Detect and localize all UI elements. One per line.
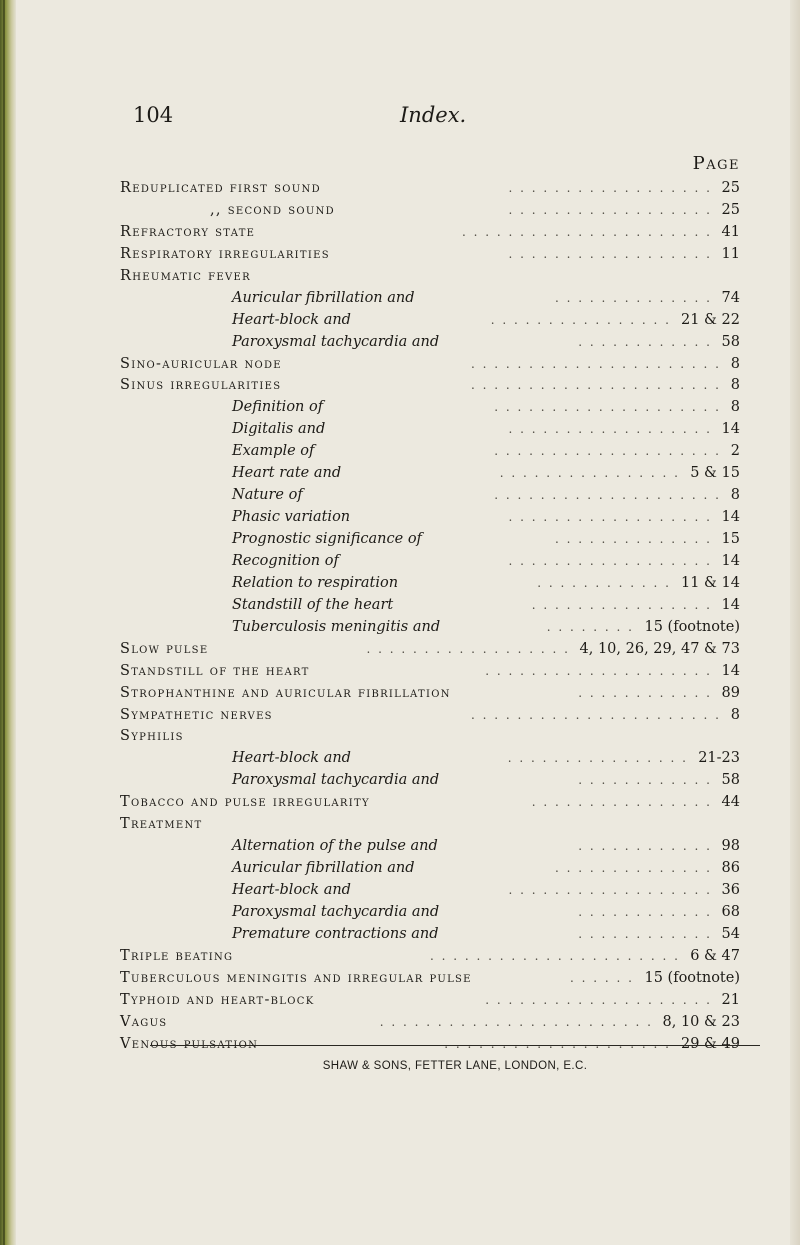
entry-label: Syphilis (120, 728, 184, 745)
dot-leader: . . . . . . . . . . . . . . . . . . . . . . . . (379, 1014, 653, 1029)
index-entry (60, 288, 760, 310)
entry-page-reference: 25 (721, 180, 740, 196)
index-entry (60, 792, 760, 814)
sub-entry-label: Heart-block and (232, 750, 351, 767)
entry-label: Triple beating (120, 947, 234, 964)
entry-page-reference: 25 (721, 201, 740, 218)
index-entry (60, 332, 760, 354)
index-entry (60, 200, 760, 222)
dot-leader: . . . . . . . . . . . . . . . . . . . . (494, 400, 721, 415)
sub-entry-label: Prognostic significance of (232, 531, 422, 547)
dot-leader: . . . . . . . . . . . . . . . . (531, 795, 712, 810)
index-entry (60, 419, 760, 441)
dot-leader: . . . . . . . . . . . . . . . . . . . . . . (461, 224, 712, 239)
sub-entry-label: Auricular fibrillation and (232, 860, 415, 877)
index-entry (60, 178, 760, 200)
dot-leader: . . . . . . . . . . . . . . . . . . . . (485, 663, 712, 678)
entry-page-reference: 14 (721, 421, 740, 438)
entry-label: Venous pulsation (120, 1035, 259, 1052)
entry-page-reference: 89 (721, 684, 740, 701)
index-entry (60, 705, 760, 727)
index-entry (60, 244, 760, 266)
entry-page-reference: 14 (721, 552, 740, 569)
entry-page-reference: 98 (721, 838, 740, 855)
index-entry (60, 397, 760, 419)
entry-page-reference: 2 (730, 443, 740, 460)
entry-label: Refractory state (120, 223, 256, 240)
entry-page-reference: 8, 10 & 23 (662, 1013, 740, 1030)
entry-page-reference: 14 (721, 509, 740, 526)
dot-leader: . . . . . . . . . . . . . . . . . . (508, 883, 712, 897)
index-entry (60, 463, 760, 485)
entry-label: Sino-auricular node (120, 355, 282, 372)
entry-page-reference: 58 (721, 772, 740, 789)
entry-page-reference: 58 (721, 333, 740, 350)
entry-label: Respiratory irregularities (120, 245, 330, 262)
page-number: 104 (133, 103, 174, 127)
sub-entry-label: Relation to respiration (232, 574, 399, 591)
dot-leader: . . . . . . . . . . . . . . (555, 861, 712, 876)
entry-page-reference: 8 (730, 377, 740, 394)
dot-leader: . . . . . . (570, 970, 634, 985)
index-entry (60, 1012, 760, 1034)
index-entry (60, 441, 760, 463)
entry-page-reference: 68 (721, 903, 740, 920)
entry-page-reference: 4, 10, 26, 29, 47 & 73 (579, 640, 740, 657)
entry-page-reference: 15 (footnote) (644, 618, 740, 635)
dot-leader: . . . . . . . . . . . . . . . . . . . . (485, 992, 712, 1007)
dot-leader: . . . . . . . . . . . . . . . . . . . . . . (470, 378, 721, 393)
index-entry (60, 266, 760, 288)
index-page (60, 0, 760, 1245)
sub-entry-label: Paroxysmal tachycardia and (232, 903, 440, 920)
entry-page-reference: 8 (730, 399, 740, 416)
running-title: Index. (400, 103, 467, 127)
sub-entry-label: Heart-block and (232, 882, 351, 898)
index-entry (60, 924, 760, 946)
index-entry (60, 617, 760, 639)
index-entry (60, 310, 760, 332)
entry-label: Rheumatic fever (120, 267, 251, 284)
entry-page-reference: 15 (721, 531, 740, 547)
entry-page-reference: 15 (footnote) (644, 969, 740, 986)
dot-leader: . . . . . . . . . . . . . . . . (531, 597, 712, 612)
page-header (60, 103, 760, 133)
entry-page-reference: 86 (721, 860, 740, 877)
dot-leader: . . . . . . . . . . . . . . (555, 290, 712, 305)
dot-leader: . . . . . . . . . . . . . . (555, 532, 712, 546)
index-entry (60, 968, 760, 990)
entry-page-reference: 11 (721, 245, 740, 262)
index-entry (60, 946, 760, 968)
entry-page-reference: 8 (730, 487, 740, 504)
dot-leader: . . . . . . . . . . . . (537, 575, 671, 590)
dot-leader: . . . . . . . . . . . . . . . . . . (508, 246, 712, 261)
index-entry (60, 354, 760, 376)
entry-page-reference: 11 & 14 (680, 574, 740, 591)
entry-label: Reduplicated first sound (120, 180, 321, 196)
dot-leader: . . . . . . . . . . . . . . . . . . . . . . (429, 948, 680, 963)
entry-page-reference: 5 & 15 (690, 465, 740, 482)
page-right-edge (790, 0, 800, 1245)
entry-label: Treatment (120, 816, 203, 833)
index-entry (60, 595, 760, 617)
dot-leader: . . . . . . . . (546, 619, 634, 634)
dot-leader: . . . . . . . . . . . . (578, 926, 712, 941)
index-entry (60, 902, 760, 924)
dot-leader: . . . . . . . . . . . . . . . . . . . . (494, 488, 721, 503)
entry-page-reference: 8 (730, 706, 740, 723)
index-entry (60, 990, 760, 1012)
index-entry (60, 814, 760, 836)
dot-leader: . . . . . . . . . . . . . . . . (499, 466, 680, 481)
entry-label: Tobacco and pulse irregularity (120, 794, 370, 811)
sub-entry-label: Phasic variation (232, 509, 351, 526)
entry-page-reference: 6 & 47 (690, 947, 740, 964)
index-entry (60, 683, 760, 705)
index-entry (60, 529, 760, 551)
entry-page-reference: 21-23 (698, 750, 740, 767)
dot-leader: . . . . . . . . . . . . . . . . . . (508, 510, 712, 525)
entry-label: Standstill of the heart (120, 662, 310, 679)
entry-label: ,, second sound (210, 201, 335, 218)
entry-page-reference: 29 & 49 (680, 1035, 740, 1052)
dot-leader: . . . . . . . . . . . . . . . . . . . . (444, 1036, 671, 1051)
sub-entry-label: Recognition of (232, 552, 339, 569)
sub-entry-label: Alternation of the pulse and (232, 838, 438, 855)
sub-entry-label: Example of (232, 443, 315, 460)
sub-entry-label: Digitalis and (232, 421, 326, 438)
entry-label: Vagus (120, 1013, 168, 1030)
entry-page-reference: 74 (721, 289, 740, 306)
dot-leader: . . . . . . . . . . . . . . . . . . (508, 181, 712, 195)
dot-leader: . . . . . . . . . . . . (578, 839, 712, 854)
entry-label: Sympathetic nerves (120, 706, 273, 723)
footer-rule (150, 1045, 760, 1046)
index-entry (60, 573, 760, 595)
sub-entry-label: Heart rate and (232, 465, 342, 482)
index-entry (60, 726, 760, 748)
index-entry (60, 485, 760, 507)
index-entry (60, 880, 760, 902)
entry-label: Typhoid and heart-block (120, 991, 315, 1008)
dot-leader: . . . . . . . . . . . . . . . . . . (508, 422, 712, 437)
entry-page-reference: 21 & 22 (680, 311, 740, 328)
entry-label: Sinus irregularities (120, 377, 282, 394)
entry-label: Tuberculous meningitis and irregular pulse (120, 969, 472, 986)
index-entry (60, 661, 760, 683)
index-entry (60, 770, 760, 792)
entry-page-reference: 54 (721, 925, 740, 942)
index-entry (60, 375, 760, 397)
dot-leader: . . . . . . . . . . . . . . . . (490, 312, 671, 327)
entry-page-reference: 21 (721, 991, 740, 1008)
index-entry (60, 748, 760, 770)
entry-page-reference: 36 (721, 882, 740, 898)
index-entries (60, 178, 760, 1056)
sub-entry-label: Standstill of the heart (232, 596, 394, 613)
entry-label: Strophanthine and auricular fibrillation (120, 684, 451, 701)
sub-entry-label: Nature of (232, 487, 303, 504)
dot-leader: . . . . . . . . . . . . . . . . . . (366, 641, 570, 656)
index-entry (60, 858, 760, 880)
index-entry (60, 836, 760, 858)
dot-leader: . . . . . . . . . . . . (578, 904, 712, 919)
dot-leader: . . . . . . . . . . . . . . . . . . . . . . (470, 356, 721, 371)
index-entry (60, 507, 760, 529)
dot-leader: . . . . . . . . . . . . . . . . . . . . (494, 444, 721, 459)
index-entry (60, 222, 760, 244)
sub-entry-label: Paroxysmal tachycardia and (232, 333, 440, 350)
sub-entry-label: Heart-block and (232, 311, 351, 328)
sub-entry-label: Paroxysmal tachycardia and (232, 772, 440, 789)
index-entry (60, 551, 760, 573)
dot-leader: . . . . . . . . . . . . . . . . (507, 751, 688, 766)
sub-entry-label: Auricular fibrillation and (232, 289, 415, 306)
page-column-heading: Page (692, 153, 740, 174)
entry-page-reference: 41 (721, 223, 740, 240)
printer-imprint: SHAW & SONS, FETTER LANE, LONDON, E.C. (322, 1060, 588, 1072)
entry-page-reference: 14 (721, 596, 740, 613)
dot-leader: . . . . . . . . . . . . (578, 773, 712, 788)
dot-leader: . . . . . . . . . . . . (578, 334, 712, 349)
entry-page-reference: 14 (721, 662, 740, 679)
book-spine-edge (0, 0, 16, 1245)
entry-label: Slow pulse (120, 640, 209, 657)
sub-entry-label: Premature contractions and (232, 925, 439, 942)
entry-page-reference: 44 (721, 794, 740, 811)
sub-entry-label: Definition of (232, 399, 324, 416)
dot-leader: . . . . . . . . . . . . . . . . . . . . . . (470, 707, 721, 722)
dot-leader: . . . . . . . . . . . . . . . . . . (508, 202, 712, 217)
sub-entry-label: Tuberculosis meningitis and (232, 618, 441, 635)
entry-page-reference: 8 (730, 355, 740, 372)
dot-leader: . . . . . . . . . . . . . . . . . . (508, 553, 712, 568)
dot-leader: . . . . . . . . . . . . (578, 685, 712, 700)
index-entry (60, 639, 760, 661)
